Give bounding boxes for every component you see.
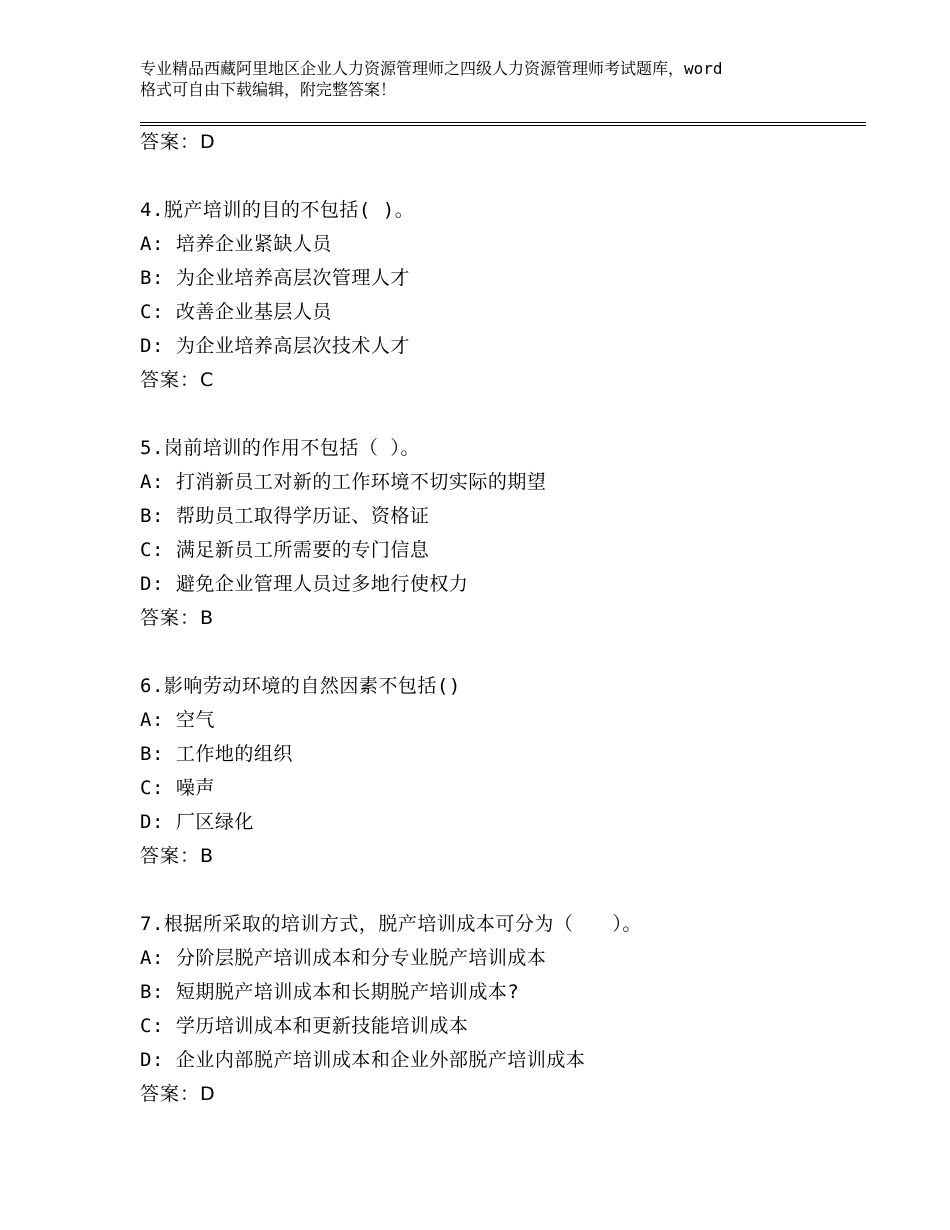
option-d: D: 为企业培养高层次技术人才 xyxy=(140,335,410,357)
option-c: C: 学历培训成本和更新技能培训成本 xyxy=(140,1015,469,1037)
header-title-line-2: 格式可自由下载编辑，附完整答案！ xyxy=(140,80,397,99)
option-a: A: 分阶层脱产培训成本和分专业脱产培训成本 xyxy=(140,947,547,969)
option-b: B: 工作地的组织 xyxy=(140,743,293,765)
question-7 xyxy=(140,907,866,1111)
option-a: A: 空气 xyxy=(140,709,215,731)
question-5 xyxy=(140,431,866,635)
spacer xyxy=(140,635,866,669)
answer: 答案：D xyxy=(140,1083,216,1105)
question-stem: 4.脱产培训的目的不包括( )。 xyxy=(140,199,415,221)
spacer xyxy=(140,397,866,431)
header-rule-top xyxy=(140,122,866,123)
spacer xyxy=(140,873,866,907)
question-stem: 7.根据所采取的培训方式，脱产培训成本可分为（ ）。 xyxy=(140,913,642,935)
option-a: A: 培养企业紧缺人员 xyxy=(140,233,332,255)
question-6 xyxy=(140,669,866,873)
answer: 答案：B xyxy=(140,607,215,629)
previous-answer: 答案：D xyxy=(140,131,216,153)
answer: 答案：B xyxy=(140,845,215,867)
spacer xyxy=(140,159,866,193)
document-header xyxy=(140,58,840,100)
header-title-line-1: 专业精品西藏阿里地区企业人力资源管理师之四级人力资源管理师考试题库，word xyxy=(140,59,723,78)
option-c: C: 改善企业基层人员 xyxy=(140,301,332,323)
option-c: C: 噪声 xyxy=(140,777,215,799)
option-d: D: 厂区绿化 xyxy=(140,811,254,833)
question-list xyxy=(140,125,866,1111)
question-stem: 5.岗前培训的作用不包括（ ）。 xyxy=(140,437,420,459)
answer: 答案：C xyxy=(140,369,215,391)
option-c: C: 满足新员工所需要的专门信息 xyxy=(140,539,430,561)
option-b: B: 短期脱产培训成本和长期脱产培训成本? xyxy=(140,981,520,1003)
option-b: B: 为企业培养高层次管理人才 xyxy=(140,267,410,289)
option-d: D: 避免企业管理人员过多地行使权力 xyxy=(140,573,469,595)
option-d: D: 企业内部脱产培训成本和企业外部脱产培训成本 xyxy=(140,1049,586,1071)
question-stem: 6.影响劳动环境的自然因素不包括() xyxy=(140,675,461,697)
option-b: B: 帮助员工取得学历证、资格证 xyxy=(140,505,430,527)
option-a: A: 打消新员工对新的工作环境不切实际的期望 xyxy=(140,471,547,493)
question-4 xyxy=(140,193,866,397)
